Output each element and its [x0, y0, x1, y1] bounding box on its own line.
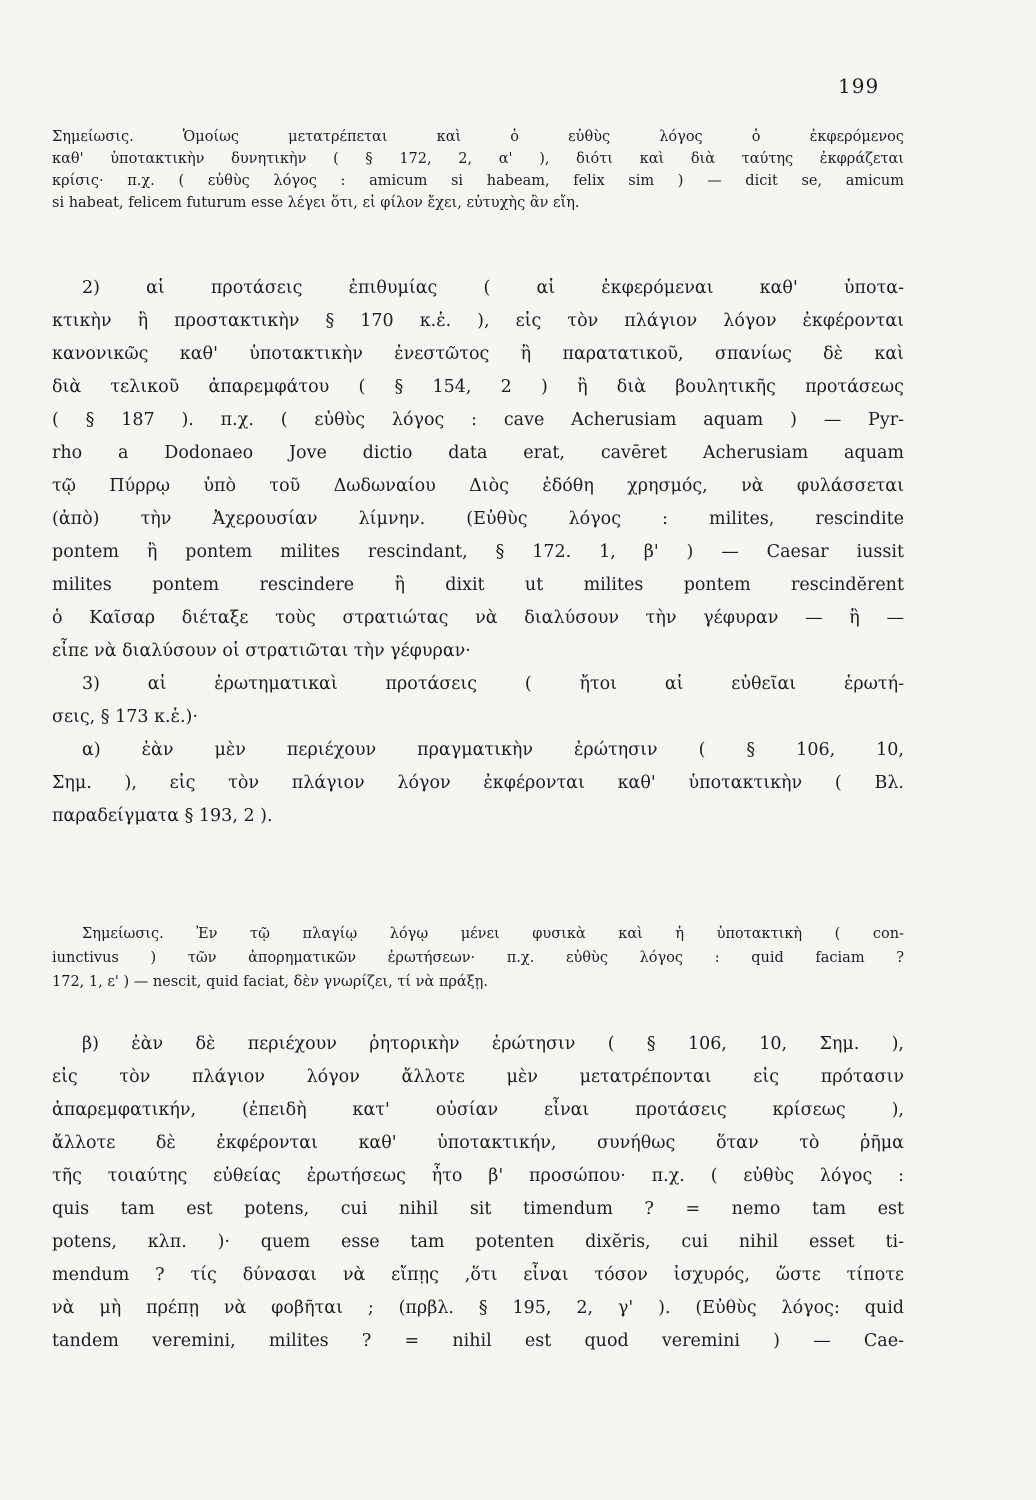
text-line: rho a Dodonaeo Jove dictio data erat, cavēret Acherusiam aquam	[52, 443, 904, 463]
page-number: 199	[838, 74, 880, 98]
text-line: iunctivus ) τῶν ἀπορηματικῶν ἐρωτήσεων· π.χ. εὐθὺς λόγος : quid faciam ?	[52, 950, 904, 966]
text-line: Σημείωσις. Ὁμοίως μετατρέπεται καὶ ὁ εὐθὺς λόγος ὁ ἐκφερόμενος	[52, 129, 904, 145]
main-text-block-2	[52, 1028, 904, 1358]
text-line: νὰ μὴ πρέπῃ νὰ φοβῆται ; (πρβλ. § 195, 2, γ' ). (Εὐθὺς λόγος: quid	[52, 1298, 904, 1318]
text-line: (ἀπὸ) τὴν Ἀχερουσίαν λίμνην. (Εὐθὺς λόγος : milites, rescindite	[52, 509, 904, 529]
text-line: tandem veremini, milites ? = nihil est quod veremini ) — Cae-	[52, 1331, 904, 1351]
text-line: κρίσις· π.χ. ( εὐθὺς λόγος : amicum si habeam, felix sim ) — dicit se, amicum	[52, 173, 904, 189]
text-line: σεις, § 173 κ.ἑ.)·	[52, 707, 198, 727]
remark-block-1	[52, 126, 904, 214]
text-line: β) ἐὰν δὲ περιέχουν ῥητορικὴν ἐρώτησιν ( § 106, 10, Σημ. ),	[82, 1034, 904, 1054]
text-line: mendum ? τίς δύνασαι νὰ εἴπῃς ,ὅτι εἶναι τόσον ἰσχυρός, ὥστε τίποτε	[52, 1265, 904, 1285]
text-line: ( § 187 ). π.χ. ( εὐθὺς λόγος : cave Acherusiam aquam ) — Pyr-	[52, 410, 904, 430]
text-line: si habeat, felicem futurum esse λέγει ὅτι, εἰ φίλον ἔχει, εὐτυχὴς ἂν εἴη.	[52, 195, 580, 211]
text-line: milites pontem rescindere ἢ dixit ut milites pontem rescindĕrent	[52, 575, 904, 595]
text-line: Σημείωσις. Ἐν τῷ πλαγίῳ λόγῳ μένει φυσικὰ καὶ ἡ ὑποτακτικὴ ( con-	[82, 926, 904, 942]
text-line: ἄλλοτε δὲ ἐκφέρονται καθ' ὑποτακτικήν, συνήθως ὅταν τὸ ῥῆμα	[52, 1133, 904, 1153]
text-line: καθ' ὑποτακτικὴν δυνητικὴν ( § 172, 2, α' ), διότι καὶ διὰ ταύτης ἐκφράζεται	[52, 151, 904, 167]
text-line: Σημ. ), εἰς τὸν πλάγιον λόγον ἐκφέρονται καθ' ὑποτακτικὴν ( Βλ.	[52, 773, 904, 793]
text-line: ὁ Καῖσαρ διέταξε τοὺς στρατιώτας νὰ διαλύσουν τὴν γέφυραν — ἢ —	[52, 608, 904, 628]
text-line: α) ἐὰν μὲν περιέχουν πραγματικὴν ἐρώτησιν ( § 106, 10,	[82, 740, 904, 760]
text-line: κανονικῶς καθ' ὑποτακτικὴν ἐνεστῶτος ἢ παρατατικοῦ, σπανίως δὲ καὶ	[52, 344, 904, 364]
main-text-block-1	[52, 272, 904, 833]
text-line: 172, 1, ε' ) — nescit, quid faciat, δὲν γνωρίζει, τί νὰ πράξῃ.	[52, 974, 488, 990]
text-line: τῷ Πύρρῳ ὑπὸ τοῦ Δωδωναίου Διὸς ἐδόθη χρησμός, νὰ φυλάσσεται	[52, 476, 904, 496]
text-line: quis tam est potens, cui nihil sit timendum ? = nemo tam est	[52, 1199, 904, 1219]
text-line: εἰς τὸν πλάγιον λόγον ἄλλοτε μὲν μετατρέπονται εἰς πρότασιν	[52, 1067, 904, 1087]
text-line: τῆς τοιαύτης εὐθείας ἐρωτήσεως ἦτο β' προσώπου· π.χ. ( εὐθὺς λόγος :	[52, 1166, 904, 1186]
text-line: παραδείγματα § 193, 2 ).	[52, 806, 273, 826]
text-line: pontem ἢ pontem milites rescindant, § 172. 1, β' ) — Caesar iussit	[52, 542, 904, 562]
remark-block-2	[52, 922, 904, 994]
text-line: 3) αἱ ἐρωτηματικαὶ προτάσεις ( ἤτοι αἱ εὐθεῖαι ἐρωτή-	[82, 674, 904, 694]
text-line: εἶπε νὰ διαλύσουν οἱ στρατιῶται τὴν γέφυραν·	[52, 641, 471, 661]
text-line: κτικὴν ἢ προστακτικὴν § 170 κ.ἑ. ), εἰς τὸν πλάγιον λόγον ἐκφέρονται	[52, 311, 904, 331]
text-line: ἀπαρεμφατικήν, (ἐπειδὴ κατ' οὐσίαν εἶναι προτάσεις κρίσεως ),	[52, 1100, 904, 1120]
text-line: 2) αἱ προτάσεις ἐπιθυμίας ( αἱ ἐκφερόμεναι καθ' ὑποτα-	[82, 278, 904, 298]
text-line: διὰ τελικοῦ ἀπαρεμφάτου ( § 154, 2 ) ἢ διὰ βουλητικῆς προτάσεως	[52, 377, 904, 397]
text-line: potens, κλπ. )· quem esse tam potenten dixĕris, cui nihil esset ti-	[52, 1232, 904, 1252]
